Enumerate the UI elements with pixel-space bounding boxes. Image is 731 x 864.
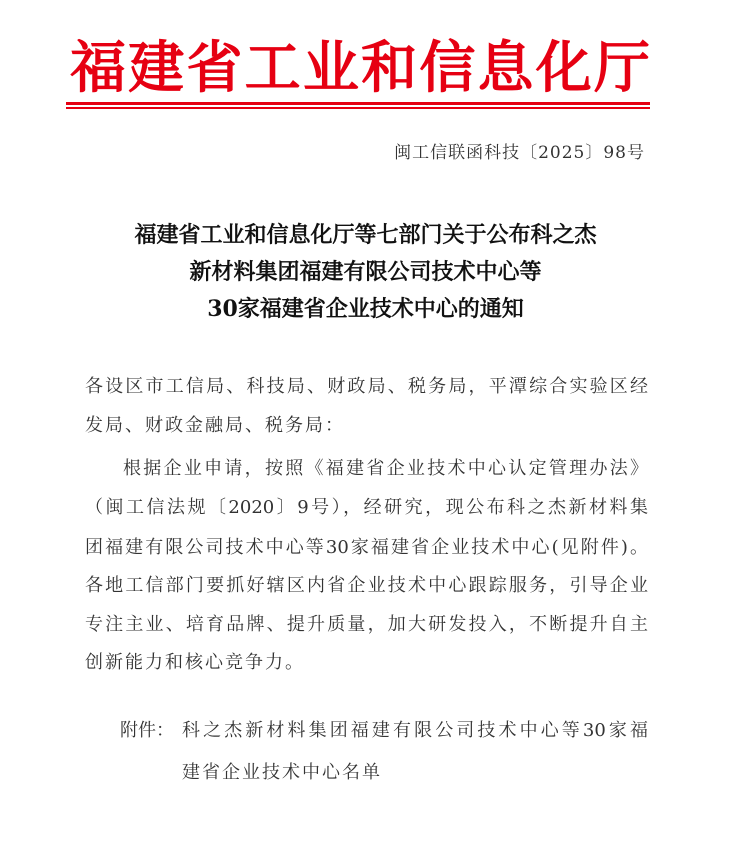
attachment-line: 科之杰新材料集团福建有限公司技术中心等30家福	[182, 720, 648, 741]
attachment-line: 建省企业技术中心名单	[182, 762, 382, 783]
attachment-label: 附件：	[120, 720, 174, 741]
body-line: 专注主业、培育品牌、提升质量，加大研发投入，不断提升自主	[85, 614, 648, 635]
header-rule-thin	[66, 107, 650, 109]
body-line: 各地工信部门要抓好辖区内省企业技术中心跟踪服务，引导企业	[85, 575, 648, 596]
title-line: 福建省工业和信息化厅等七部门关于公布科之杰	[134, 222, 597, 248]
header-rule-thick	[66, 102, 650, 105]
title-line: 30家福建省企业技术中心的通知	[207, 296, 524, 322]
body-line: 各设区市工信局、科技局、财政局、税务局，平潭综合实验区经	[85, 376, 648, 397]
title-line: 新材料集团福建有限公司技术中心等	[189, 259, 542, 285]
body-line: 团福建有限公司技术中心等30家福建省企业技术中心(见附件)。	[85, 537, 648, 558]
body-line: 发局、财政金融局、税务局：	[85, 415, 345, 436]
document-number: 闽工信联函科技〔2025〕98号	[394, 143, 645, 163]
body-line: 创新能力和核心竞争力。	[85, 652, 305, 673]
body-line: 根据企业申请，按照《福建省企业技术中心认定管理办法》	[123, 458, 648, 479]
issuing-organization-header: 福建省工业和信息化厅	[70, 36, 650, 101]
body-line: （闽工信法规〔2020〕9号），经研究，现公布科之杰新材料集	[85, 497, 648, 518]
